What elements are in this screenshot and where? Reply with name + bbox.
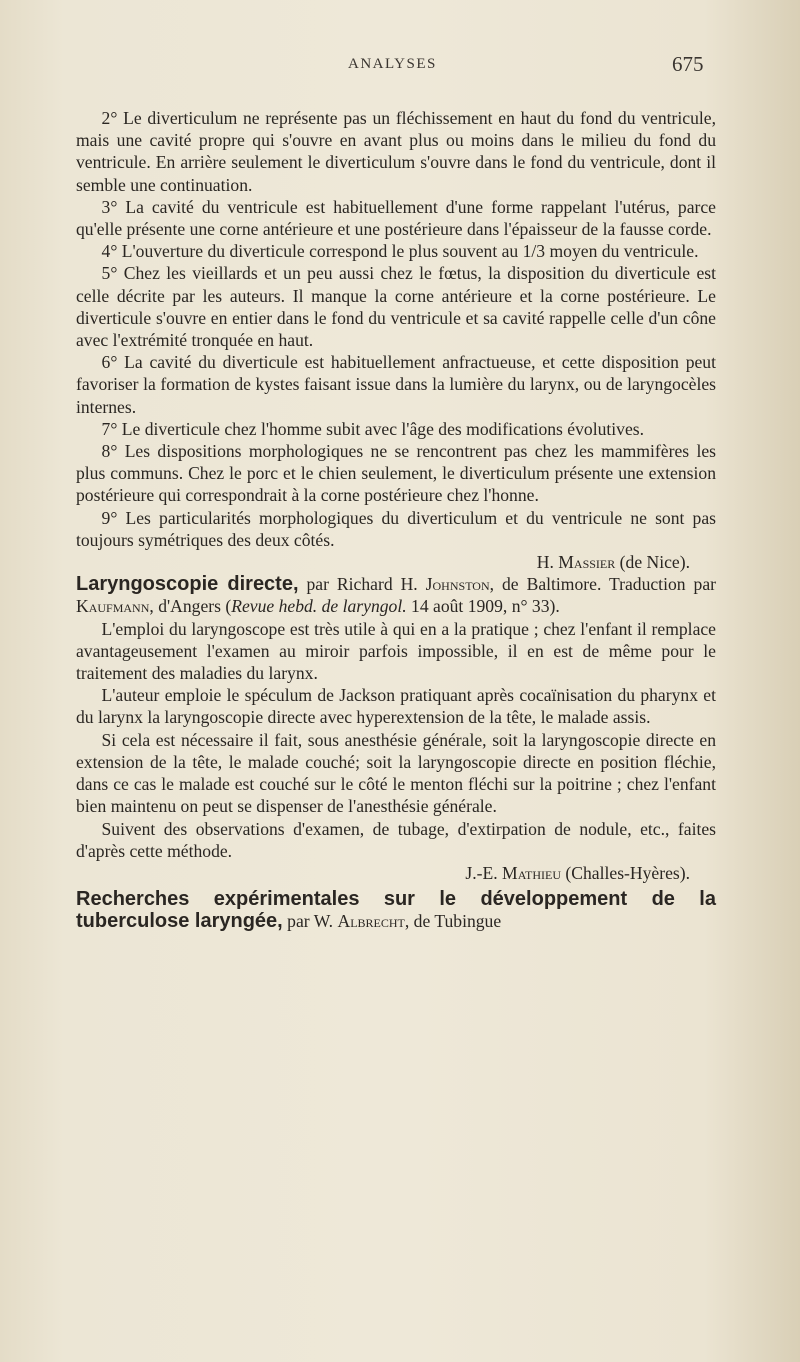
article-heading-tuberculose [76,888,716,932]
article-author-place: , de Baltimore. Traduction par [489,574,716,595]
conclusion-paragraph-4: 4° L'ouverture du diverticule correspond le plus souvent au 1/3 moyen du ventricule. [101,241,699,262]
article-translator: Kaufmann [76,596,150,617]
review-paragraph-2: L'auteur emploie le spéculum de Jackson pratiquant après cocaïnisation du pharynx et du larynx la laryngoscopie directe avec hyperextension de la tête, le malade assis. [76,685,716,728]
page-body [76,107,716,933]
signature-place: (Challes-Hyères). [561,862,690,883]
page-header [0,52,800,86]
article-journal: Revue hebd. de laryngol. [231,596,407,617]
review-paragraph-3: Si cela est nécessaire il fait, sous anesthésie générale, soit la laryngoscopie directe en extension de la tête, le malade couché; soit la laryngoscopie directe en position fléchie, dans ce cas le malade est couché sur le côté le menton fléchi sur la poitrine ; chez l'enfant bien maintenu on peut se dispenser de l'anesthésie générale. [76,729,716,817]
article-title: Recherches expérimentales sur le développement de la tuberculose laryngée, [76,888,716,933]
conclusion-paragraph-9: 9° Les particularités morphologiques du diverticulum et du ventricule ne sont pas toujours symétriques des deux côtés. [76,507,716,550]
running-head: ANALYSES [348,56,437,72]
conclusion-paragraph-5: 5° Chez les vieillards et un peu aussi chez le fœtus, la disposition du diverticule est celle décrite par les auteurs. Il manque la corne antérieure et la corne postérieure. Le diverticule s'ouvre en entier dans le fond du ventricule et sa cavité rappelle celle d'un cône avec l'extrémité tronquée en haut. [76,263,716,351]
conclusion-paragraph-3: 3° La cavité du ventricule est habituellement d'une forme rappelant l'utérus, parce qu'elle présente une corne antérieure et une postérieure dans l'épaisseur de la fausse corde. [76,196,716,240]
article-date: 14 août 1909, n° 33). [406,596,560,617]
signature-name: Mathieu [502,862,562,883]
signature-place: (de Nice). [615,552,690,573]
reviewer-signature [76,551,716,573]
conclusion-paragraph-7: 7° Le diverticule chez l'homme subit avec l'âge des modifications évolutives. [101,418,645,439]
signature-initial: J.-E. [465,862,503,883]
signature-initial: H. [536,552,559,573]
article-by: par W. [282,911,338,932]
article-title: Laryngoscopie directe, [76,573,299,596]
page-number: 675 [672,52,704,76]
review-paragraph-4: Suivent des observations d'examen, de tubage, d'extirpation de nodule, etc., faites d'après cette méthode. [76,818,716,861]
article-author-place: , de Tubingue [404,911,502,932]
article-heading-laryngoscopie [76,573,716,617]
article-by: par Richard H. [298,574,426,595]
conclusion-paragraph-2: 2° Le diverticulum ne représente pas un fléchissement en haut du fond du ventricule, mais une cavité propre qui s'ouvre en avant plus ou moins dans le milieu du fond du ventricule. En arrière seulement le diverticulum s'ouvre dans le fond du ventricule, dont il semble une continuation. [76,108,716,195]
article-author: Johnston [425,574,490,595]
conclusion-paragraph-8: 8° Les dispositions morphologiques ne se rencontrent pas chez les mammifères les plus communs. Chez le porc et le chien seulement, le diverticulum présente une extension postérieure qui correspondrait à la corne postérieure chez l'honne. [76,441,716,506]
article-translator-place: , d'Angers ( [149,596,232,617]
signature-name: Massier [558,552,616,573]
article-author: Albrecht [337,911,405,932]
reviewer-signature-2 [76,862,716,884]
review-paragraph-1: L'emploi du laryngoscope est très utile à qui en a la pratique ; chez l'enfant il remplace avantageusement l'examen au miroir parfois impossible, il en est de même pour le traitement des maladies du larynx. [76,618,716,684]
conclusion-paragraph-6: 6° La cavité du diverticule est habituellement anfractueuse, et cette disposition peut favoriser la formation de kystes faisant issue dans la lumière du larynx, ou de laryngocèles internes. [76,352,716,417]
